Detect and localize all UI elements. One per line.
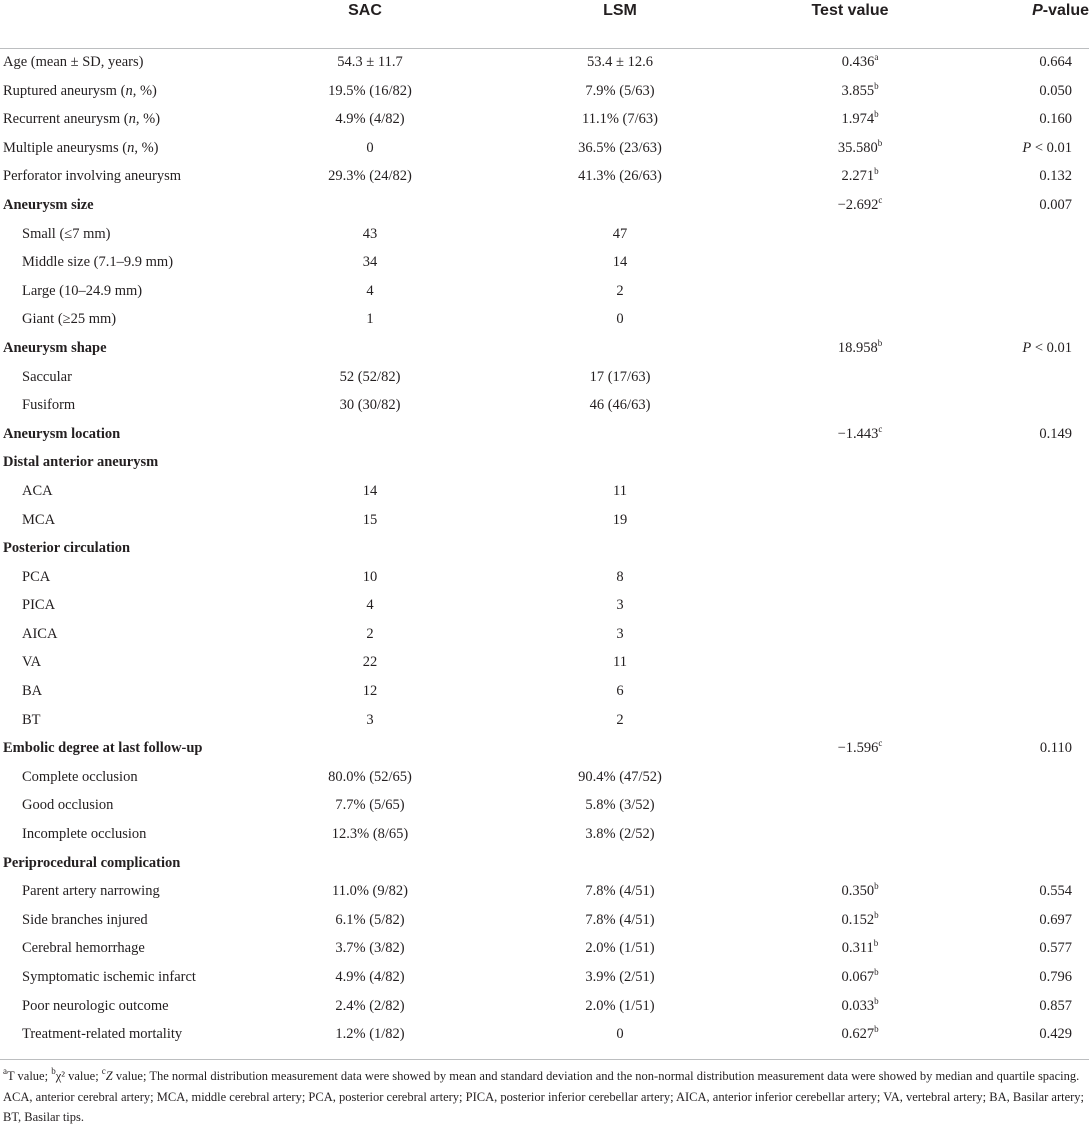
test-value-number: −1.443 xyxy=(837,425,879,442)
row-label: Small (≤7 mm) xyxy=(22,225,111,242)
table-row xyxy=(0,820,1089,849)
row-label: Treatment-related mortality xyxy=(22,1026,183,1043)
table-row xyxy=(0,334,1089,363)
table-row xyxy=(0,506,1089,535)
row-label: Embolic degree at last follow-up xyxy=(3,740,203,757)
test-value-sup: b xyxy=(874,1024,879,1035)
cell-test-value xyxy=(760,883,960,900)
table-row xyxy=(0,162,1089,191)
table-bottom-rule xyxy=(0,1059,1089,1060)
cell-test-value xyxy=(760,423,960,443)
cell-sac: 3.7% (3/82) xyxy=(335,940,405,957)
cell-lsm: 41.3% (26/63) xyxy=(578,168,662,185)
header-p-italic: P xyxy=(1032,2,1043,19)
cell-lsm: 7.9% (5/63) xyxy=(585,82,655,99)
p-value-text: P < 0.01 xyxy=(1022,139,1072,156)
cell-lsm: 0 xyxy=(616,311,624,328)
cell-lsm: 53.4 ± 12.6 xyxy=(587,54,653,70)
cell-lsm: 36.5% (23/63) xyxy=(578,139,662,156)
cell-test-value xyxy=(760,995,960,1015)
footnote-a: T value; xyxy=(7,1069,52,1083)
cell-p-value: 0.429 xyxy=(1039,1026,1072,1043)
row-label: PCA xyxy=(22,568,51,585)
row-label: Recurrent aneurysm (n, %) xyxy=(3,111,161,128)
row-label: Posterior circulation xyxy=(3,540,131,557)
cell-sac: 1.2% (1/82) xyxy=(335,1026,405,1043)
cell-p-value xyxy=(960,340,1072,357)
test-value-number: −2.692 xyxy=(837,196,879,213)
row-label: Large (10–24.9 mm) xyxy=(22,282,143,299)
cell-sac: 80.0% (52/65) xyxy=(328,768,412,785)
table-row xyxy=(0,620,1089,649)
row-label: Multiple aneurysms (n, %) xyxy=(3,139,159,156)
test-value-number: 0.067 xyxy=(841,969,875,985)
cell-test-value xyxy=(760,940,960,957)
row-label: Periprocedural complication xyxy=(3,854,181,871)
cell-sac: 4.9% (4/82) xyxy=(335,111,405,128)
table-footnote xyxy=(3,1066,1085,1128)
row-label: Complete occlusion xyxy=(22,768,138,785)
test-value-number: 18.958 xyxy=(837,339,878,356)
table-row xyxy=(0,677,1089,706)
cell-test-value xyxy=(760,909,960,929)
test-value-sup: b xyxy=(874,909,879,920)
row-label: Aneurysm shape xyxy=(3,339,107,356)
table-row xyxy=(0,648,1089,677)
p-value-text: P < 0.01 xyxy=(1022,339,1072,356)
cell-p-value xyxy=(960,140,1072,157)
row-label: Saccular xyxy=(22,368,72,385)
test-value-sup: b xyxy=(874,881,879,892)
table-header xyxy=(0,0,1089,49)
table-row xyxy=(0,305,1089,334)
test-value-sup: b xyxy=(877,137,883,148)
cell-lsm: 2 xyxy=(616,711,624,728)
header-sac: SAC xyxy=(348,2,382,19)
cell-lsm: 3.9% (2/51) xyxy=(585,969,655,985)
header-p-rest: -value xyxy=(1042,2,1089,19)
row-label: AICA xyxy=(22,625,58,642)
table-row xyxy=(0,963,1089,992)
footnote-sup-a: a xyxy=(3,1066,7,1076)
test-value-sup: b xyxy=(874,967,879,977)
cell-sac: 52 (52/82) xyxy=(339,368,401,385)
cell-test-value xyxy=(760,969,960,986)
test-value-sup: b xyxy=(874,166,879,177)
row-label: Fusiform xyxy=(22,397,76,414)
test-value-number: 0.436 xyxy=(841,54,875,70)
cell-lsm: 2 xyxy=(616,282,624,299)
row-label: Giant (≥25 mm) xyxy=(22,311,117,328)
test-value-number: 0.311 xyxy=(841,940,874,957)
cell-lsm: 8 xyxy=(616,568,624,585)
row-label-text: Multiple aneurysms xyxy=(3,139,119,156)
table-row xyxy=(0,563,1089,592)
table-row xyxy=(0,391,1089,420)
test-value-sup: b xyxy=(874,109,879,120)
table-row xyxy=(0,734,1089,763)
cell-lsm: 7.8% (4/51) xyxy=(585,883,655,900)
cell-p-value: 0.664 xyxy=(1039,54,1072,70)
test-value-sup: c xyxy=(878,194,883,205)
row-label: Aneurysm location xyxy=(3,425,121,442)
test-value-sup: b xyxy=(873,938,879,949)
cell-p-value: 0.697 xyxy=(1039,911,1072,928)
cell-sac: 22 xyxy=(362,654,378,671)
cell-sac: 1 xyxy=(366,311,374,328)
cell-lsm: 2.0% (1/51) xyxy=(585,940,655,957)
table-row xyxy=(0,77,1089,106)
test-value-sup: c xyxy=(878,738,883,749)
cell-sac: 34 xyxy=(362,254,378,271)
cell-sac: 54.3 ± 11.7 xyxy=(337,54,403,70)
test-value-sup: a xyxy=(874,52,879,62)
cell-test-value xyxy=(760,168,960,185)
cell-p-value: 0.149 xyxy=(1039,425,1072,442)
cell-test-value xyxy=(760,111,960,128)
test-value-number: 0.152 xyxy=(841,911,875,928)
table-row xyxy=(0,591,1089,620)
table-row xyxy=(0,1020,1089,1049)
cell-lsm: 11 xyxy=(613,654,627,671)
table-row xyxy=(0,105,1089,134)
footnote-sup-b: b xyxy=(51,1066,56,1076)
table-row xyxy=(0,534,1089,563)
row-label: ACA xyxy=(22,482,53,499)
table-row xyxy=(0,791,1089,820)
test-value-number: 3.855 xyxy=(841,82,875,99)
cell-lsm: 3 xyxy=(616,597,624,614)
table-row xyxy=(0,763,1089,792)
row-label: Perforator involving aneurysm xyxy=(3,168,181,185)
table-row xyxy=(0,277,1089,306)
cell-sac: 4 xyxy=(366,282,374,299)
row-label: BA xyxy=(22,683,43,700)
row-label: Good occlusion xyxy=(22,797,114,814)
test-value-number: 2.271 xyxy=(841,168,875,185)
cell-p-value: 0.577 xyxy=(1039,940,1072,957)
table-row xyxy=(0,877,1089,906)
test-value-number: 0.033 xyxy=(841,997,875,1014)
cell-p-value: 0.554 xyxy=(1039,883,1072,900)
cell-lsm: 47 xyxy=(612,225,628,242)
row-label-text: Recurrent aneurysm xyxy=(3,111,121,128)
cell-p-value: 0.110 xyxy=(1039,740,1072,757)
row-label: MCA xyxy=(22,511,56,528)
test-value-sup: b xyxy=(877,337,883,348)
cell-sac: 2.4% (2/82) xyxy=(335,997,405,1014)
footnote-c: value; The normal distribution measurement data were showed by mean and standard deviation and the non-normal distribution measurement data were showed by median and quartile spacing. ACA, anterior cerebral artery; MCA, middle cerebral artery; PCA, posterior cerebral artery; PICA, posterior inferior cerebellar artery; AICA, anterior inferior cerebellar artery; VA, vertebral artery; BA, Basilar artery; BT, Basilar tips. xyxy=(3,1069,1085,1124)
row-label: BT xyxy=(22,711,41,728)
cell-sac: 4 xyxy=(366,597,374,614)
cell-sac: 10 xyxy=(362,568,378,585)
cell-sac: 7.7% (5/65) xyxy=(335,797,405,814)
header-lsm: LSM xyxy=(603,2,637,19)
cell-lsm: 7.8% (4/51) xyxy=(585,911,655,928)
cell-sac: 11.0% (9/82) xyxy=(332,883,408,900)
cell-sac: 15 xyxy=(362,511,378,528)
cell-sac: 14 xyxy=(362,482,378,499)
table-row xyxy=(0,191,1089,220)
cell-lsm: 11.1% (7/63) xyxy=(582,111,658,128)
footnote-sup-c: c xyxy=(101,1066,106,1076)
cell-sac: 12.3% (8/65) xyxy=(331,826,409,843)
row-label: Poor neurologic outcome xyxy=(22,997,169,1014)
cell-sac: 6.1% (5/82) xyxy=(335,911,405,928)
row-label: PICA xyxy=(22,597,56,614)
row-label: Symptomatic ischemic infarct xyxy=(22,969,196,985)
table-row xyxy=(0,906,1089,935)
row-label-italic: n xyxy=(127,139,135,156)
test-value-number: 1.974 xyxy=(841,111,875,128)
cell-lsm: 19 xyxy=(612,511,628,528)
cell-sac: 43 xyxy=(362,225,378,242)
row-label: VA xyxy=(22,654,42,671)
cell-lsm: 90.4% (47/52) xyxy=(578,768,662,785)
cell-lsm: 17 (17/63) xyxy=(589,368,651,385)
cell-sac: 0 xyxy=(366,139,374,156)
cell-test-value xyxy=(760,740,960,757)
row-label: Parent artery narrowing xyxy=(22,883,160,900)
cell-p-value: 0.050 xyxy=(1039,82,1072,99)
row-label: Age (mean ± SD, years) xyxy=(3,54,144,70)
cell-sac: 4.9% (4/82) xyxy=(335,969,405,985)
table-row xyxy=(0,248,1089,277)
test-value-sup: b xyxy=(874,80,879,91)
footnote-b: χ² value; xyxy=(55,1069,102,1083)
cell-p-value: 0.857 xyxy=(1039,997,1072,1014)
row-label: Aneurysm size xyxy=(3,196,94,213)
row-label-italic: n xyxy=(128,111,136,128)
cell-sac: 2 xyxy=(366,625,374,642)
row-label: Ruptured aneurysm (n, %) xyxy=(3,82,157,99)
cell-test-value xyxy=(760,194,960,214)
cell-sac: 19.5% (16/82) xyxy=(328,82,412,99)
table-row xyxy=(0,448,1089,477)
cell-sac: 12 xyxy=(362,683,378,700)
table-row xyxy=(0,134,1089,163)
test-value-number: 0.350 xyxy=(841,883,875,900)
row-label: Middle size (7.1–9.9 mm) xyxy=(22,254,174,271)
cell-test-value xyxy=(760,337,960,357)
row-label: Incomplete occlusion xyxy=(22,826,147,843)
cell-lsm: 11 xyxy=(613,482,627,499)
table-row xyxy=(0,477,1089,506)
table-row xyxy=(0,934,1089,963)
footnote-c-italic: Z xyxy=(105,1069,113,1083)
cell-lsm: 5.8% (3/52) xyxy=(585,797,655,814)
cell-p-value: 0.007 xyxy=(1039,196,1072,213)
table-row xyxy=(0,220,1089,249)
cell-lsm: 46 (46/63) xyxy=(589,397,651,414)
cell-test-value xyxy=(760,1026,960,1043)
table-row xyxy=(0,420,1089,449)
cell-lsm: 2.0% (1/51) xyxy=(585,997,655,1014)
cell-test-value xyxy=(760,137,960,157)
test-value-number: 35.580 xyxy=(837,139,878,156)
cell-p-value: 0.132 xyxy=(1039,168,1072,185)
cell-sac: 3 xyxy=(366,711,374,728)
header-p-value xyxy=(1000,2,1089,20)
cell-test-value xyxy=(760,54,960,71)
header-test-value: Test value xyxy=(811,2,889,19)
cell-lsm: 3.8% (2/52) xyxy=(585,826,655,843)
table-row xyxy=(0,849,1089,878)
table-row xyxy=(0,706,1089,735)
cell-lsm: 3 xyxy=(616,625,624,642)
row-label: Side branches injured xyxy=(22,911,148,928)
cell-test-value xyxy=(760,80,960,100)
table-row xyxy=(0,363,1089,392)
row-label-italic: n xyxy=(125,82,133,99)
row-label: Cerebral hemorrhage xyxy=(22,940,145,957)
cell-lsm: 0 xyxy=(616,1026,624,1043)
test-value-sup: b xyxy=(874,995,879,1006)
table-row xyxy=(0,48,1089,77)
row-label-text: Ruptured aneurysm xyxy=(3,82,117,99)
test-value-number: 0.627 xyxy=(841,1026,875,1043)
row-label: Distal anterior aneurysm xyxy=(3,454,159,471)
test-value-number: −1.596 xyxy=(837,740,879,757)
cell-lsm: 14 xyxy=(612,254,628,271)
cell-p-value: 0.160 xyxy=(1039,111,1072,128)
cell-p-value: 0.796 xyxy=(1039,969,1072,985)
test-value-sup: c xyxy=(878,423,883,434)
table-row xyxy=(0,992,1089,1021)
cell-sac: 29.3% (24/82) xyxy=(328,168,412,185)
table-body xyxy=(0,48,1089,1049)
cell-lsm: 6 xyxy=(616,683,624,700)
cell-sac: 30 (30/82) xyxy=(339,397,401,414)
